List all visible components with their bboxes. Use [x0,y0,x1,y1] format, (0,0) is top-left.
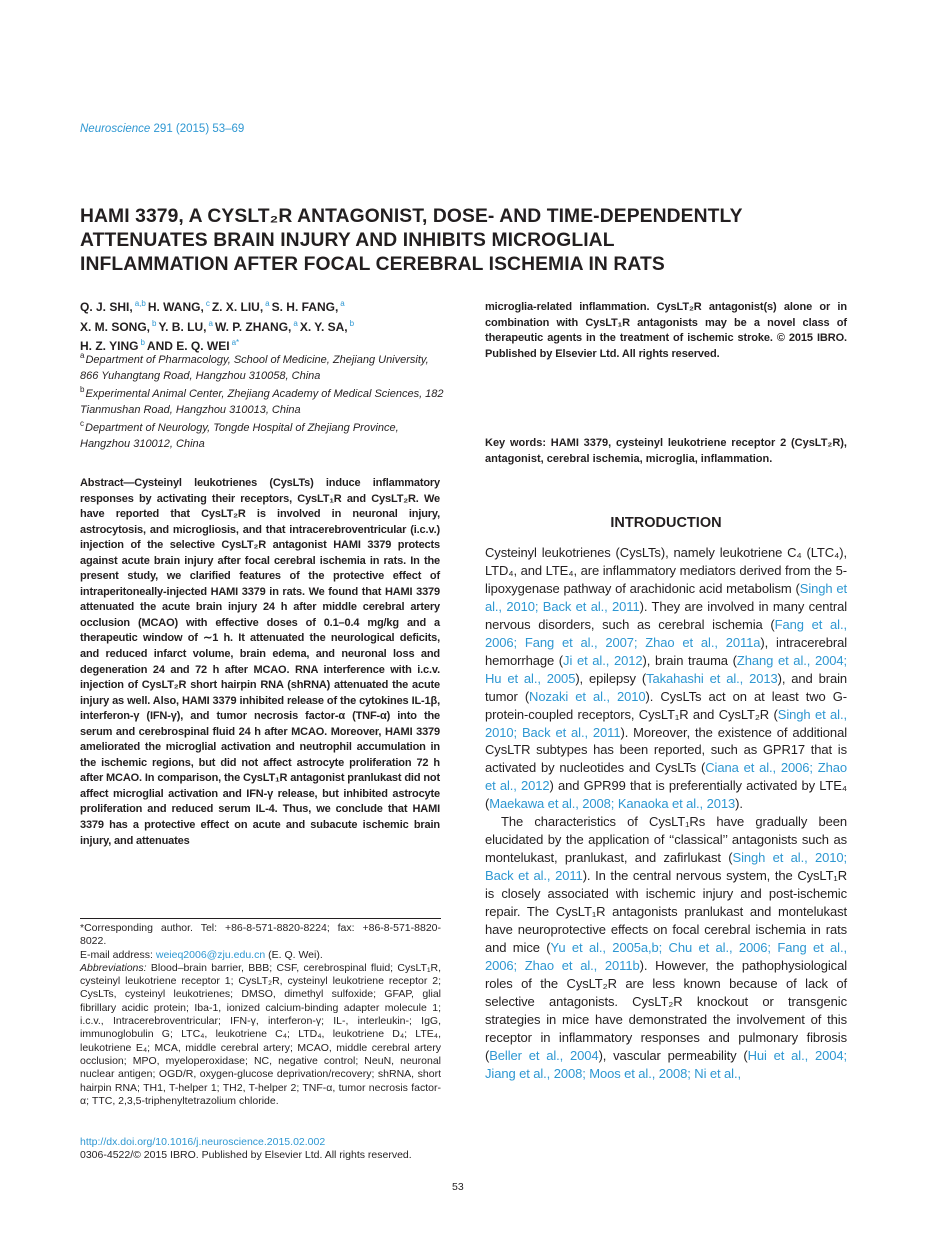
citation-link[interactable]: Fang et al., 2006; Fang et al., 2007; Zhao et al., 2011a [485,616,847,650]
author-line [80,316,450,336]
paragraph-text: ), and brain tumor ( [485,670,848,704]
author-name: W. P. ZHANG, [214,319,292,334]
citation-link[interactable]: Ciana et al., 2006; Zhao et al., 2012 [485,760,847,794]
citation-link[interactable]: Hui et al., 2004; Jiang et al., 2008; Moos et al., 2008; Ni et al., [485,1047,848,1081]
journal-reference[interactable] [80,123,244,135]
author-affiliation-marker[interactable]: a [208,318,213,328]
doi-link[interactable]: http://dx.doi.org/10.1016/j.neuroscience.2015.02.002 [80,1136,326,1148]
author-affiliation-marker[interactable]: b [349,318,355,328]
citation-link[interactable]: Takahashi et al., 2013 [646,670,778,686]
abstract-continued: microglia-related inflammation. CysLT₂R antagonist(s) alone or in combination with CysLT₁R antagonists may be a novel class of therapeutic agents in the treatment of ischemic stroke. © 2015 IBRO. Published by Elsevier Ltd. All rights reserved. [485,301,847,360]
affiliation-text: Experimental Animal Center, Zhejiang Academy of Medical Sciences, 182 Tianmushan Road, Hangzhou 310013, China [80,388,444,416]
email-link[interactable]: weieq2006@zju.edu.cn [155,948,266,961]
author-name: H. Z. YING [80,339,139,354]
paragraph-text: ). CysLTs act on at least two G-protein-coupled receptors, CysLT₁R and CysLT₂R ( [485,688,847,722]
title-line: INFLAMMATION AFTER FOCAL CEREBRAL ISCHEMIA IN RATS [80,254,665,275]
paragraph-text: ), brain trauma ( [642,652,737,668]
author-name: X. Y. SA, [299,319,348,334]
footnote-divider [80,918,441,919]
author-name: Q. J. SHI, [80,300,133,314]
paragraph-text: ). In the central nervous system, the CysLT₁R is closely associated with ischemic injury and post-ischemic repair. The CysLT₁R antagonists pranlukast and montelukast have neuroprotective effects on focal cerebral ischemia in rats and mice ( [485,868,847,955]
page-number: 53 [452,1181,464,1193]
author-affiliation-marker[interactable]: a* [231,338,240,348]
paragraph-text: ). [735,796,743,812]
copyright-line: 0306-4522/© 2015 IBRO. Published by Elsevier Ltd. All rights reserved. [80,1149,412,1162]
abstract: Abstract—Cysteinyl leukotrienes (CysLTs) induce inflammatory responses by activating their receptors, CysLT₁R and CysLT₂R. We have reported that CysLT₂R is involved in neuronal injury, astrocytosis, and microgliosis, and that intracerebroventricular (i.c.v.) injection of the selective CysLT₂R antagonist HAMI 3379 protects against acute brain injury after focal cerebral ischemia in rats. In the present study, we clarified features of the protective effect of intraperitoneally-injected HAMI 3379 in rats. We found that HAMI 3379 attenuated the acute brain injury 24 h after middle cerebral artery occlusion (MCAO) with effective doses of 0.1–0.4 mg/kg and a therapeutic window of ∼1 h. It attenuated the neurological deficits, and reduced infarct volume, brain edema, and neuronal loss and degeneration 24 and 72 h after MCAO. RNA interference with i.c.v. injection of CysLT₂R short hairpin RNA (shRNA) attenuated the acute injury as well. Also, HAMI 3379 inhibited release of the cytokines IL-1β, interferon-γ (IFN-γ), and tumor necrosis factor-α (TNF-α) into the serum and cerebrospinal fluid 24 h after MCAO. Moreover, HAMI 3379 ameliorated the microglial activation and neutrophil accumulation in the ischemic regions, but did not affect astrocyte proliferation 72 h after MCAO. In comparison, the CysLT₁R antagonist pranlukast did not affect microglial activation and IFN-γ release, but inhibited astrocyte proliferation and reduced serum IL-4. Thus, we conclude that HAMI 3379 has a protective effect on acute and subacute ischemic brain injury, and attenuates [80,477,440,847]
author-line [80,296,450,316]
affiliation-c [80,416,410,452]
author-name: S. H. FANG, [271,300,339,314]
affiliation-b [80,382,450,418]
affiliation-text: Department of Neurology, Tongde Hospital of Zhejiang Province, Hangzhou 310012, China [80,422,399,450]
author-affiliation-marker[interactable]: a,b [134,299,146,308]
paragraph [485,813,847,1082]
citation-link[interactable]: Singh et al., 2010; Back et al., 2011 [485,580,848,614]
paragraph-text: ). They are involved in many central nervous disorders, such as cerebral ischemia ( [485,598,847,632]
paragraph-text: ). Moreover, the existence of additional CysLTR subtypes has been reported, such as GPR17 that is activated by nucleotides and CysLTs ( [485,724,847,776]
paragraph-text: ). However, the pathophysiological roles of the CysLT₂R are less known because of lack of selective antagonists. CysLT₂R knockout or transgenic strategies in mice have demonstrated the involvement of this receptor in inflammatory responses and pulmonary fibrosis ( [485,957,847,1063]
author-name: H. WANG, [147,300,204,314]
email-note [80,949,441,962]
title-line: HAMI 3379, A CYSLT₂R ANTAGONIST, DOSE- AND TIME-DEPENDENTLY [80,206,743,227]
citation-link[interactable]: Beller et al., 2004 [489,1047,599,1063]
author-name: X. M. SONG, [80,319,151,334]
abbreviations-note [80,962,441,1108]
title-line: ATTENUATES BRAIN INJURY AND INHIBITS MICROGLIAL [80,230,615,251]
citation-link[interactable]: Singh et al., 2010; Back et al., 2011 [485,706,847,740]
author-affiliation-marker[interactable]: a [293,318,298,328]
author-affiliation-marker[interactable]: b [140,338,145,348]
paragraph-text: Cysteinyl leukotrienes (CysLTs), namely leukotriene C₄ (LTC₄), LTD₄, and LTE₄, are inflammatory mediators derived from the 5-lipoxygenase pathway of arachidonic acid metabolism ( [485,545,847,596]
abbreviations-label: Abbreviations: [80,961,147,974]
citation-link[interactable]: Nozaki et al., 2010 [529,688,646,704]
paragraph-text: ) and GPR99 that is preferentially activated by LTE₄ ( [485,778,847,812]
corresponding-author-note: *Corresponding author. Tel: +86-8-571-8820-8224; fax: +86-8-571-8820-8022. [80,922,441,948]
affiliation-marker: a [80,351,85,360]
doi-block [80,1136,412,1163]
affiliation-marker: c [80,419,84,428]
abbreviations-text: Blood–brain barrier, BBB; CSF, cerebrospinal fluid; CysLT₁R, cysteinyl leukotriene receptor 1; CysLT₂R, cysteinyl leukotriene receptor 2; CysLTs, cysteinyl leukotrienes; DMSO, dimethyl sulfoxide; GFAP, glial fibrillary acidic protein; Iba-1, ionized calcium-binding adapter molecule 1; i.c.v., Intracerebroventricular; IFN-γ, interferon-γ; IL-, interleukin-; IgG, immunoglobulin G; LTC₄, leukotriene C₄; LTD₄, leukotriene D₄; LTE₄, leukotriene E₄; MCA, middle cerebral artery; MCAO, middle cerebral artery occlusion; MPO, myeloperoxidase; NC, negative control; NeuN, neuronal nuclear antigen; OGD/R, oxygen-glucose deprivation/recovery; shRNA, short hairpin RNA; TH1, T-helper 1; TH2, T-helper 2; TNF-α, tumor necrosis factor-α; TTC, 2,3,5-triphenyltetrazolium chloride. [80,961,441,1107]
journal-volume-pages[interactable]: 291 (2015) 53–69 [150,123,245,135]
author-name: Y. B. LU, [158,319,207,334]
affiliation-a [80,348,450,384]
author-name: AND E. Q. WEI [146,339,230,354]
citation-link[interactable]: Singh et al., 2010; Back et al., 2011 [485,850,847,884]
keywords: Key words: HAMI 3379, cysteinyl leukotriene receptor 2 (CysLT₂R), antagonist, cerebral ischemia, microglia, inflammation. [485,437,847,465]
paragraph [485,544,847,813]
paragraph-text: ), intracerebral hemorrhage ( [485,634,847,668]
citation-link[interactable]: Ji et al., 2012 [563,652,643,668]
citation-link[interactable]: Maekawa et al., 2008; Kanaoka et al., 2013 [489,796,736,812]
introduction-body [485,544,847,1083]
article-title [80,205,860,277]
paragraph-text: ), vascular permeability ( [598,1047,748,1063]
citation-link[interactable]: Zhang et al., 2004; Hu et al., 2005 [485,652,847,686]
author-affiliation-marker[interactable]: b [152,318,157,328]
footnotes [80,922,441,1108]
author-affiliation-marker[interactable]: a [340,299,345,308]
affiliation-text: Department of Pharmacology, School of Medicine, Zhejiang University, 866 Yuhangtang Road, Hangzhou 310058, China [80,354,429,382]
author-list [80,296,450,355]
paragraph-text: ), epilepsy ( [575,670,647,686]
paragraph-text: The characteristics of CysLT₁Rs have gradually been elucidated by the application of ‘‘classical’’ antagonists such as montelukast, pranlukast, and zafirlukast ( [485,814,847,866]
author-name: Z. X. LIU, [211,300,264,314]
author-affiliation-marker[interactable]: c [205,299,210,308]
email-suffix: (E. Q. Wei). [265,948,323,961]
citation-link[interactable]: Yu et al., 2005a,b; Chu et al., 2006; Fang et al., 2006; Zhao et al., 2011b [485,939,847,973]
journal-name[interactable]: Neuroscience [80,123,151,135]
affiliation-marker: b [80,385,85,394]
section-heading-introduction: INTRODUCTION [610,515,722,531]
email-label: E-mail address: [80,948,156,961]
author-affiliation-marker[interactable]: a [265,299,270,308]
